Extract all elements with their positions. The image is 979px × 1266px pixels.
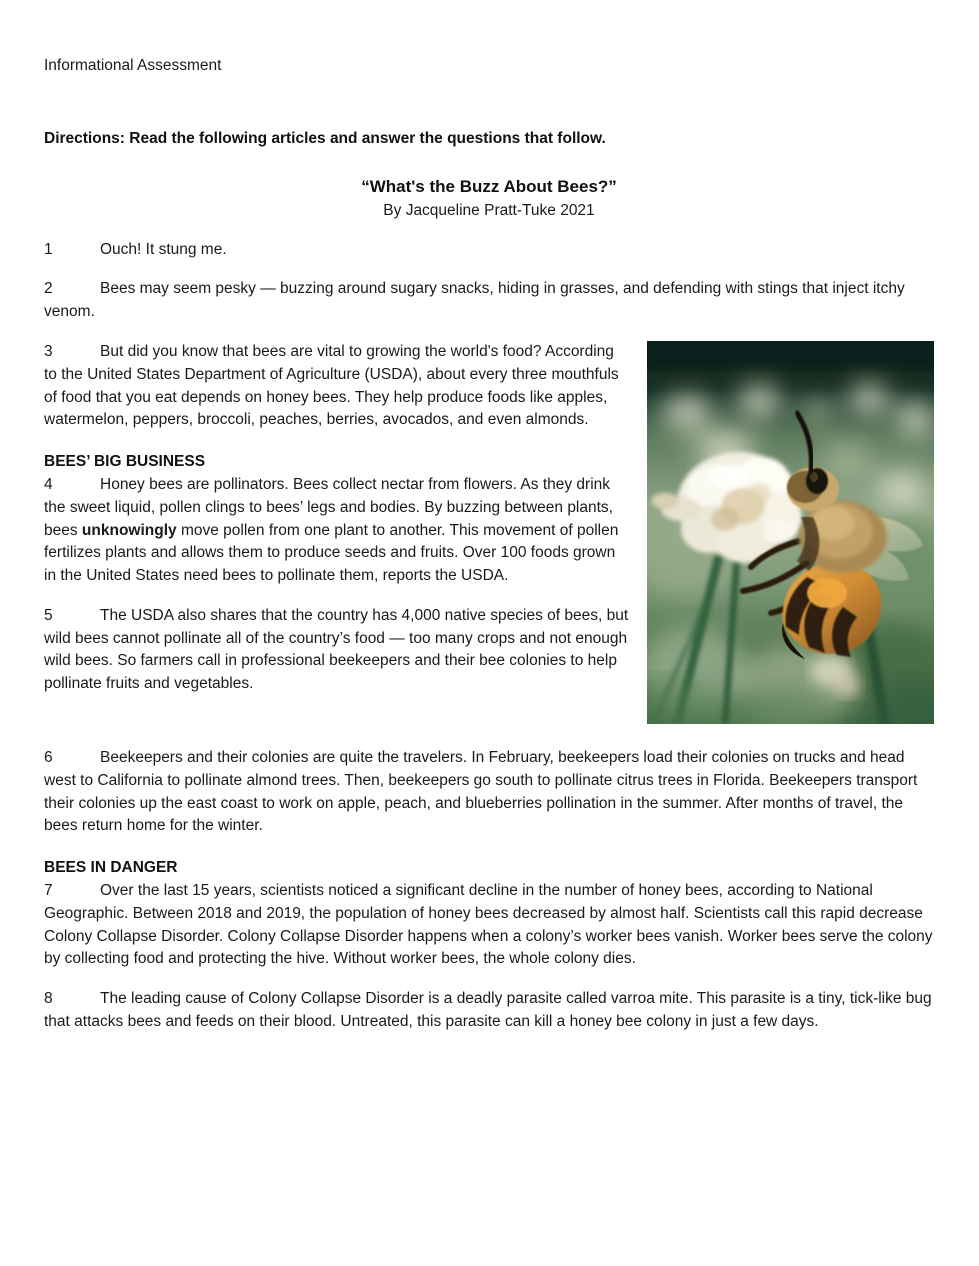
emphasized-word: unknowingly xyxy=(81,521,177,539)
paragraph-2 xyxy=(44,278,934,324)
honey-bee-illustration xyxy=(647,341,934,724)
directions-line: Directions: Read the following articles and answer the questions that follow. xyxy=(44,129,606,147)
article-byline: By Jacqueline Pratt-Tuke 2021 xyxy=(383,201,595,219)
image-wrap-zone xyxy=(44,341,934,730)
honey-bee-photo xyxy=(647,341,934,724)
paragraph-8 xyxy=(44,988,934,1034)
document-content xyxy=(44,0,934,1034)
section-heading-bees-big-business: BEES’ BIG BUSINESS xyxy=(44,453,206,471)
paragraph-1 xyxy=(44,239,934,262)
paragraph-text-after-bold: move pollen from one plant to another. This movement of pollen fertilizes plants and allows them to produce seeds and fruits. Over 100 foods grown in the United States need bees to pollinate them, reports the USDA. xyxy=(44,521,619,585)
paragraph-text: Bees may seem pesky — buzzing around sugary snacks, hiding in grasses, and defending with stings that inject itchy venom. xyxy=(44,280,905,321)
paragraph-number: 5 xyxy=(44,606,53,624)
paragraph-number: 3 xyxy=(44,342,53,360)
paragraph-text-before-bold: Honey bees are pollinators. Bees collect nectar from flowers. As they drink the sweet liquid, pollen clings to bees’ legs and bodies. By buzzing between plants, bees xyxy=(44,476,613,539)
paragraph-text: The leading cause of Colony Collapse Disorder is a deadly parasite called varroa mite. This parasite is a tiny, tick-like bug that attacks bees and feeds on their blood. Untreated, this parasite can kill a honey bee colony in just a few days. xyxy=(44,990,932,1030)
paragraph-text: The USDA also shares that the country has 4,000 native species of bees, but wild bees cannot pollinate all of the country’s food — too many crops and not enough wild bees. So farmers call in professional beekeepers and their bee colonies to help pollinate fruits and vegetables. xyxy=(44,606,629,693)
section-heading-bees-in-danger: BEES IN DANGER xyxy=(44,859,178,877)
paragraph-text: Ouch! It stung me. xyxy=(100,240,227,258)
paragraph-number: 6 xyxy=(44,748,53,766)
paragraph-text: Over the last 15 years, scientists noticed a significant decline in the number of honey bees, according to National Geographic. Between 2018 and 2019, the population of honey bees decreased by almost half. Scientists call this rapid decrease Colony Collapse Disorder. Colony Collapse Disorder happens when a colony’s worker bees vanish. Worker bees serve the colony by collecting food and protecting the hive. Without worker bees, the whole colony dies. xyxy=(44,882,933,968)
paragraph-text: But did you know that bees are vital to growing the world's food? According to the United States Department of Agriculture (USDA), about every three mouthfuls of food that you eat depends on honey bees. They help produce foods like apples, watermelon, peppers, broccoli, peaches, berries, avocados, and even almonds. xyxy=(44,342,619,429)
paragraph-7 xyxy=(44,880,934,971)
paragraph-number: 2 xyxy=(44,280,53,298)
paragraph-number: 1 xyxy=(44,240,53,258)
article-title-block xyxy=(44,176,934,222)
paragraph-number: 8 xyxy=(44,990,53,1008)
paragraph-number: 7 xyxy=(44,882,53,900)
paragraph-number: 4 xyxy=(44,476,53,494)
paragraph-text: Beekeepers and their colonies are quite the travelers. In February, beekeepers load their colonies on trucks and head west to California to pollinate almond trees. Then, beekeepers go south to pollinate citrus trees in Florida. Beekeepers transport their colonies up the east coast to work on apple, peach, and blueberries pollination in the summer. After months of travel, the bees return home for the winter. xyxy=(44,748,918,835)
article-title: “What's the Buzz About Bees?” xyxy=(361,176,617,196)
document-label: Informational Assessment xyxy=(44,57,222,74)
paragraph-6 xyxy=(44,747,934,838)
